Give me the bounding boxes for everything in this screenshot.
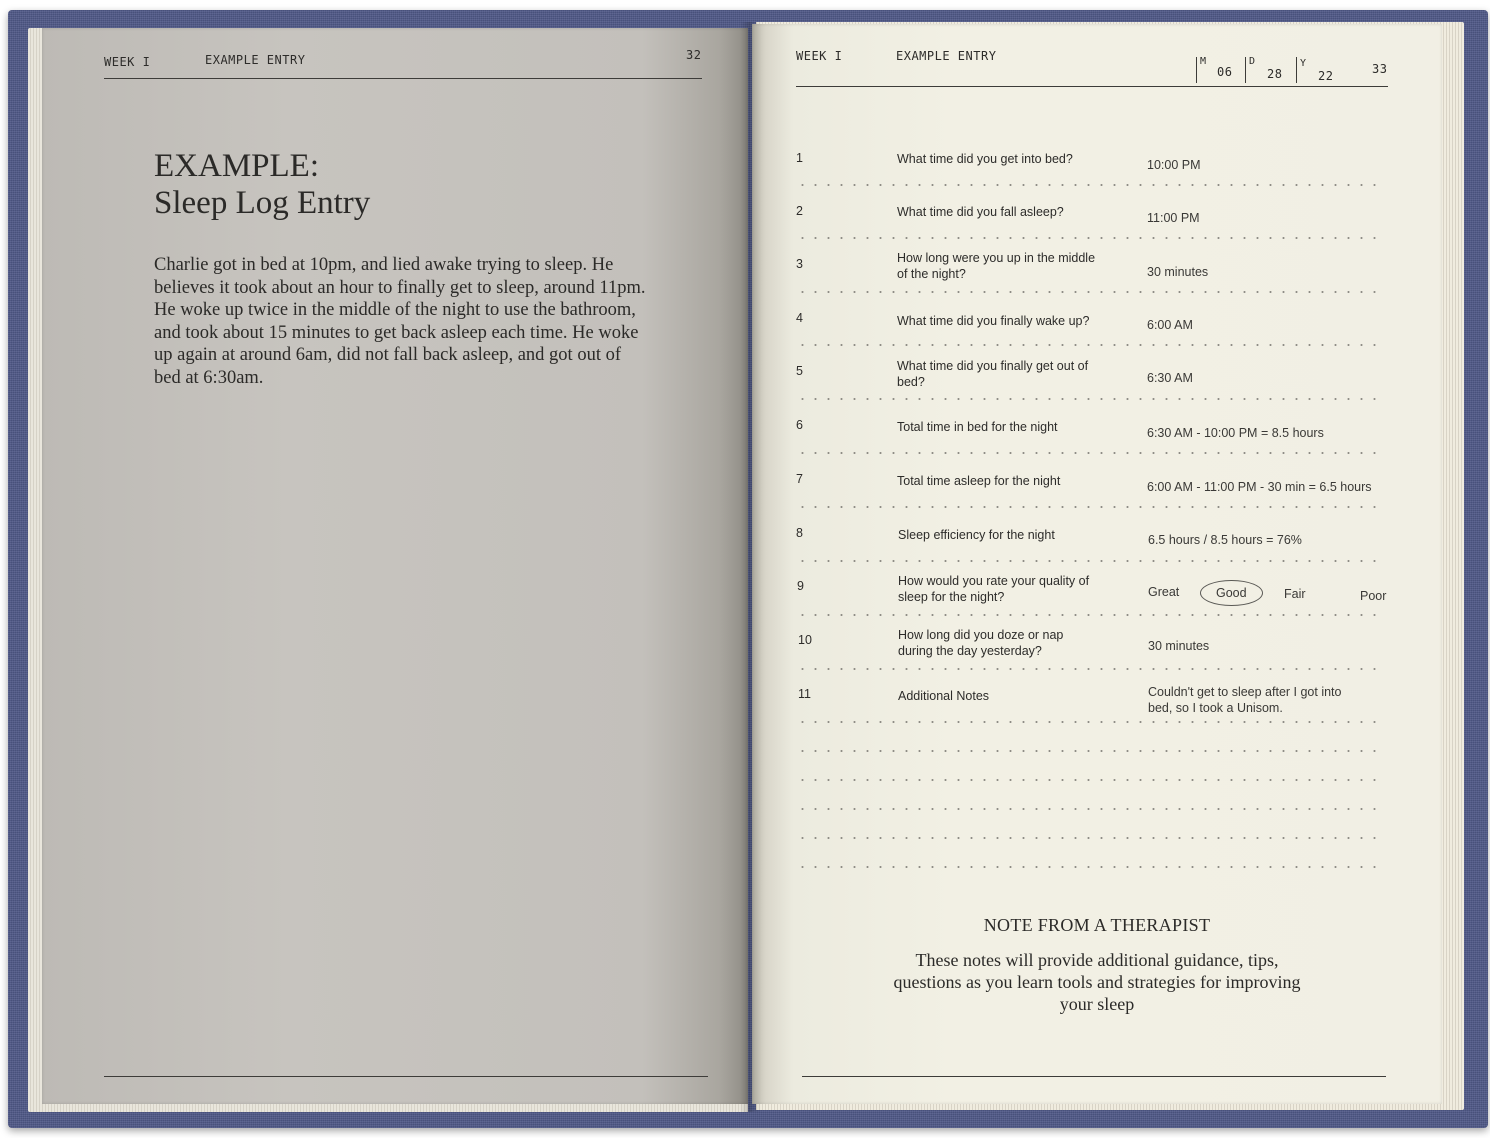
dotted-line [796,184,1386,186]
left-week-label: WEEK I [104,55,151,69]
title-line-1: EXAMPLE: [154,148,319,184]
title-line-2: Sleep Log Entry [154,185,371,221]
rating-fair: Fair [1284,587,1306,601]
answer: 6:00 AM - 11:00 PM - 30 min = 6.5 hours [1147,480,1372,494]
question: Additional Notes [898,689,990,703]
answer: 6:30 AM [1147,371,1193,385]
left-page [42,28,748,1104]
question: What time did you get into bed? [897,152,1073,166]
date-divider-month [1196,57,1197,83]
date-month-value: 06 [1217,65,1233,79]
notes-dotted-line [796,837,1386,839]
answer: 30 minutes [1148,639,1210,653]
left-header-rule [104,78,702,79]
question: How long did you doze or nap during the day yesterday? [898,628,1064,658]
question: What time did you fall asleep? [897,205,1064,219]
right-page [752,24,1442,1104]
date-divider-year [1296,57,1297,83]
date-day-value: 28 [1267,67,1283,81]
dotted-line [796,291,1386,293]
notes-dotted-line [796,808,1386,810]
dotted-line [796,237,1386,239]
example-description: Charlie got in bed at 10pm, and lied awake trying to sleep. He believes it took about an hour to finally get to sleep, around 11pm. He woke up twice in the middle of the night to use the bathroom, and took about 15 minutes to get back asleep each time. He woke up again at around 6am, did not fall back asleep, and got out of bed at 6:30am. [154,255,646,388]
question: Total time in bed for the night [897,420,1058,434]
rating-great: Great [1148,585,1180,599]
question: How would you rate your quality of sleep for the night? [898,574,1090,604]
question: Total time asleep for the night [897,474,1061,488]
rating-good-selected: Good [1200,580,1263,606]
row-number: 6 [796,418,803,432]
question: Sleep efficiency for the night [898,528,1055,542]
left-section-label: EXAMPLE ENTRY [205,53,306,67]
row-number: 5 [796,364,803,378]
row-number: 4 [796,311,803,325]
therapist-note-body: These notes will provide additional guidance, tips, questions as you learn tools and strategies for improving your sleep [893,950,1301,1014]
notes-dotted-line [796,866,1386,868]
row-number: 9 [797,579,804,593]
notes-dotted-line [796,779,1386,781]
dotted-line [796,614,1386,616]
right-page-number: 33 [1372,62,1388,76]
answer: 30 minutes [1147,265,1209,279]
row-number: 1 [796,151,803,165]
dotted-line [796,721,1386,723]
left-page-number: 32 [686,48,702,62]
row-number: 3 [796,257,803,271]
row-number: 10 [798,633,812,647]
date-year-label: Y [1300,58,1307,69]
dotted-line [796,452,1386,454]
right-section-label: EXAMPLE ENTRY [896,49,997,63]
dotted-line [796,344,1386,346]
date-month-label: M [1200,56,1207,67]
right-footer-rule [802,1076,1386,1077]
page-title [154,148,370,222]
answer: 6:30 AM - 10:00 PM = 8.5 hours [1147,426,1324,440]
answer: 6.5 hours / 8.5 hours = 76% [1148,533,1302,547]
answer: 11:00 PM [1147,211,1200,225]
question: How long were you up in the middle of the night? [897,251,1096,281]
dotted-line [796,560,1386,562]
answer: 6:00 AM [1147,318,1193,332]
left-footer-rule [104,1076,708,1077]
date-divider-day [1245,57,1246,83]
right-header-rule [796,86,1388,87]
row-number: 8 [796,526,803,540]
question: What time did you finally get out of bed? [897,359,1089,389]
date-day-label: D [1249,56,1256,67]
row-number: 2 [796,204,803,218]
dotted-line [796,398,1386,400]
rating-poor: Poor [1360,589,1387,603]
question: What time did you finally wake up? [897,314,1090,328]
date-year-value: 22 [1318,69,1334,83]
notes-dotted-line [796,750,1386,752]
right-week-label: WEEK I [796,49,843,63]
row-number: 7 [796,472,803,486]
row-number: 11 [798,687,811,701]
dotted-line [796,668,1386,670]
answer: 10:00 PM [1147,158,1201,172]
dotted-line [796,506,1386,508]
answer: Couldn't get to sleep after I got into bed, so I took a Unisom. [1148,685,1342,715]
therapist-note-title: NOTE FROM A THERAPIST [983,915,1211,935]
